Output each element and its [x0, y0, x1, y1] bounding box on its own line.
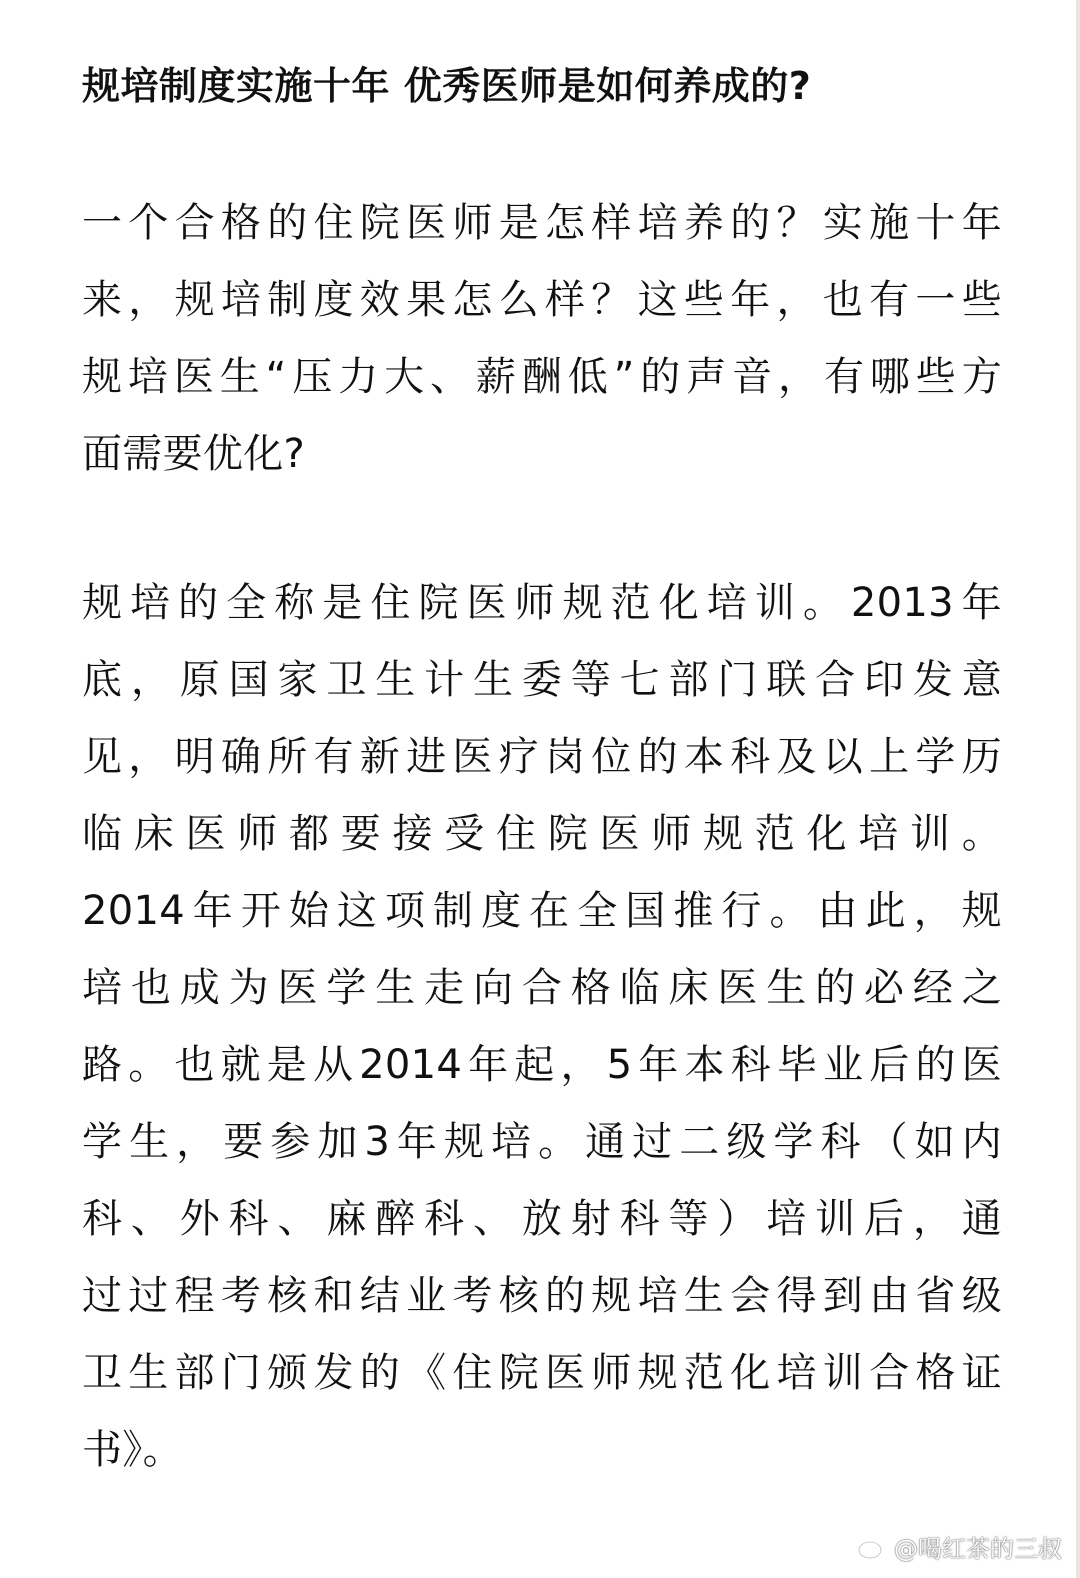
weibo-icon — [858, 1534, 888, 1560]
paragraph-line: 一个合格的住院医师是怎样培养的？实施十年 — [82, 200, 1002, 246]
watermark-text: @喝红茶的三叔 — [894, 1535, 1062, 1563]
paragraph-line: 临床医师都要接受住院医师规范化培训。 — [82, 811, 1002, 857]
paragraph-body — [82, 565, 1002, 1489]
paragraph-line: 路。也就是从2014年起，5年本科毕业后的医 — [82, 1042, 1002, 1088]
paragraph-line: 过过程考核和结业考核的规培生会得到由省级 — [82, 1273, 1002, 1319]
paragraph-line: 见，明确所有新进医疗岗位的本科及以上学历 — [82, 734, 1002, 780]
paragraph-line: 面需要优化? — [82, 431, 306, 477]
paragraph-line: 规培的全称是住院医师规范化培训。2013年 — [82, 580, 1002, 626]
paragraph-line: 2014年开始这项制度在全国推行。由此，规 — [82, 888, 1002, 934]
paragraph-line: 卫生部门颁发的《住院医师规范化培训合格证 — [82, 1350, 1002, 1396]
paragraph-line: 底，原国家卫生计生委等七部门联合印发意 — [82, 657, 1002, 703]
paragraph-line: 规培医生“压力大、薪酬低”的声音，有哪些方 — [82, 354, 1002, 400]
paragraph-line: 科、外科、麻醉科、放射科等）培训后，通 — [82, 1196, 1002, 1242]
article-title: 规培制度实施十年 优秀医师是如何养成的? — [82, 64, 812, 108]
paragraph-line: 学生，要参加3年规培。通过二级学科（如内 — [82, 1119, 1002, 1165]
paragraph-line: 来，规培制度效果怎么样？这些年，也有一些 — [82, 277, 1002, 323]
paragraph-line: 书》。 — [82, 1427, 183, 1473]
right-edge-divider — [1076, 0, 1080, 1578]
weibo-watermark — [858, 1529, 1062, 1564]
paragraph-line: 培也成为医学生走向合格临床医生的必经之 — [82, 965, 1002, 1011]
paragraph-intro — [82, 185, 1002, 493]
